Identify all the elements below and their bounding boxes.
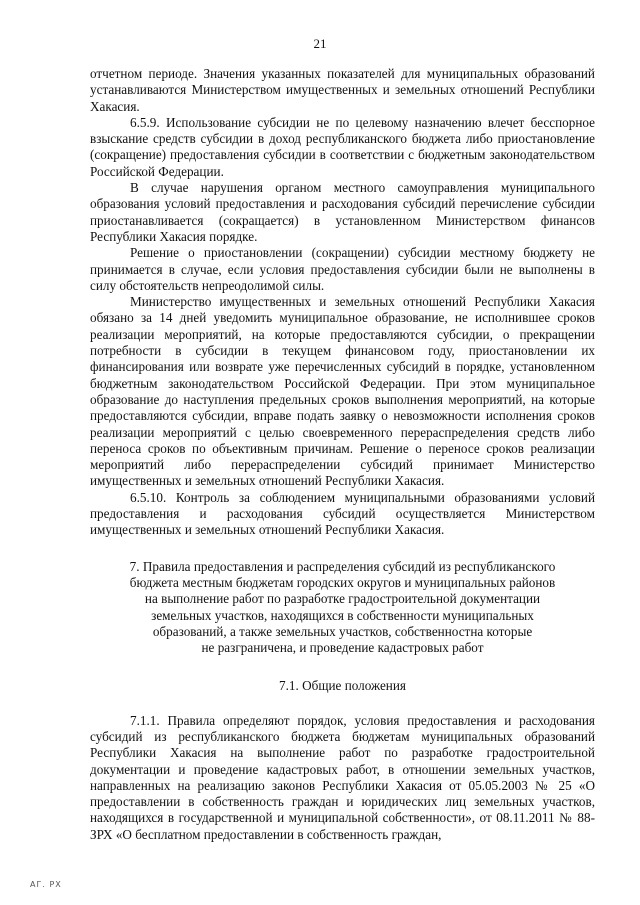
paragraph-6-5-9: 6.5.9. Использование субсидии не по целевому назначению влечет бесспорное взыскание средств субсидии в доход республиканского бюджета либо приостановление (сокращение) предоставления субсидии в соответствии с бюджетным законодательством Российской Федерации. [90, 114, 595, 179]
paragraph-force-majeure: Решение о приостановлении (сокращении) субсидии местному бюджету не принимается в случае, если условия предоставления субсидии были не выполнены в силу обстоятельств непреодолимой силы. [90, 245, 595, 293]
section-title-line: образований, а также земельных участков, собственностна которые [152, 623, 533, 639]
paragraph-7-1-1: 7.1.1. Правила определяют порядок, условия предоставления и расходования субсидий из республиканского бюджета бюджетам муниципальных образований Республики Хакасия на выполнение работ по разработке градостроительной документации и проведение кадастровых работ, в отношении земельных участков, направленных на реализацию законов Республики Хакасия от 05.05.2003 № 25 «О предоставлении в собственность граждан и юридических лиц земельных участков, находящихся в государственной и муниципальной собственности», от 08.11.2011 № 88-ЗРХ «О бесплатном предоставлении в собственность граждан, [90, 712, 595, 842]
section-title-line: не разграничена, и проведение кадастровых работ [201, 640, 484, 656]
section-title-line: земельных участков, находящихся в собственности муниципальных [151, 607, 534, 623]
document-body [90, 66, 595, 843]
paragraph-continuation: отчетном периоде. Значения указанных показателей для муниципальных образований устанавливаются Министерством имущественных и земельных отношений Республики Хакасия. [90, 66, 595, 114]
page-number: 21 [313, 36, 327, 51]
paragraph-violation: В случае нарушения органом местного самоуправления муниципального образования условий предоставления и расходования субсидий перечисление субсидии приостанавливается (сокращается) в установленном Министерством финансов Республики Хакасия порядке. [90, 180, 595, 244]
section-title-line: бюджета местным бюджетам городских округов и муниципальных районов [129, 574, 556, 590]
paragraph-notification: Министерство имущественных и земельных отношений Республики Хакасия обязано за 14 дней уведомить муниципальное образование, не исполнившее сроков реализации мероприятий, на которые предоставляются субсидии, о прекращении потребности в субсидии в текущем финансовом году, приостановлении их финансирования или возврате уже перечисленных субсидий в порядке, установленном бюджетным законодательством Российской Федерации. При этом муниципальное образование до наступления предельных сроков выполнения мероприятий, на которые предоставляются субсидии, вправе подать заявку о невозможности исполнения сроков реализации мероприятий с целью своевременного перераспределения средств либо переноса сроков по объективным причинам. Решение о переносе сроков реализации мероприятий либо перераспределении субсидий принимает Министерство имущественных и земельных отношений Республики Хакасия. [90, 294, 595, 489]
section-title-line: на выполнение работ по разработке градостроительной документации [144, 591, 541, 607]
footer-mark: АГ. РХ [30, 880, 62, 889]
subsection-7-1-title: 7.1. Общие положения [279, 678, 406, 694]
section-title-line: 7. Правила предоставления и распределения субсидий из республиканского [129, 558, 556, 574]
section-7-title [90, 559, 595, 657]
paragraph-6-5-10: 6.5.10. Контроль за соблюдением муниципальными образованиями условий предоставления и расходования субсидий осуществляется Министерством имущественных и земельных отношений Республики Хакасия. [90, 489, 595, 538]
